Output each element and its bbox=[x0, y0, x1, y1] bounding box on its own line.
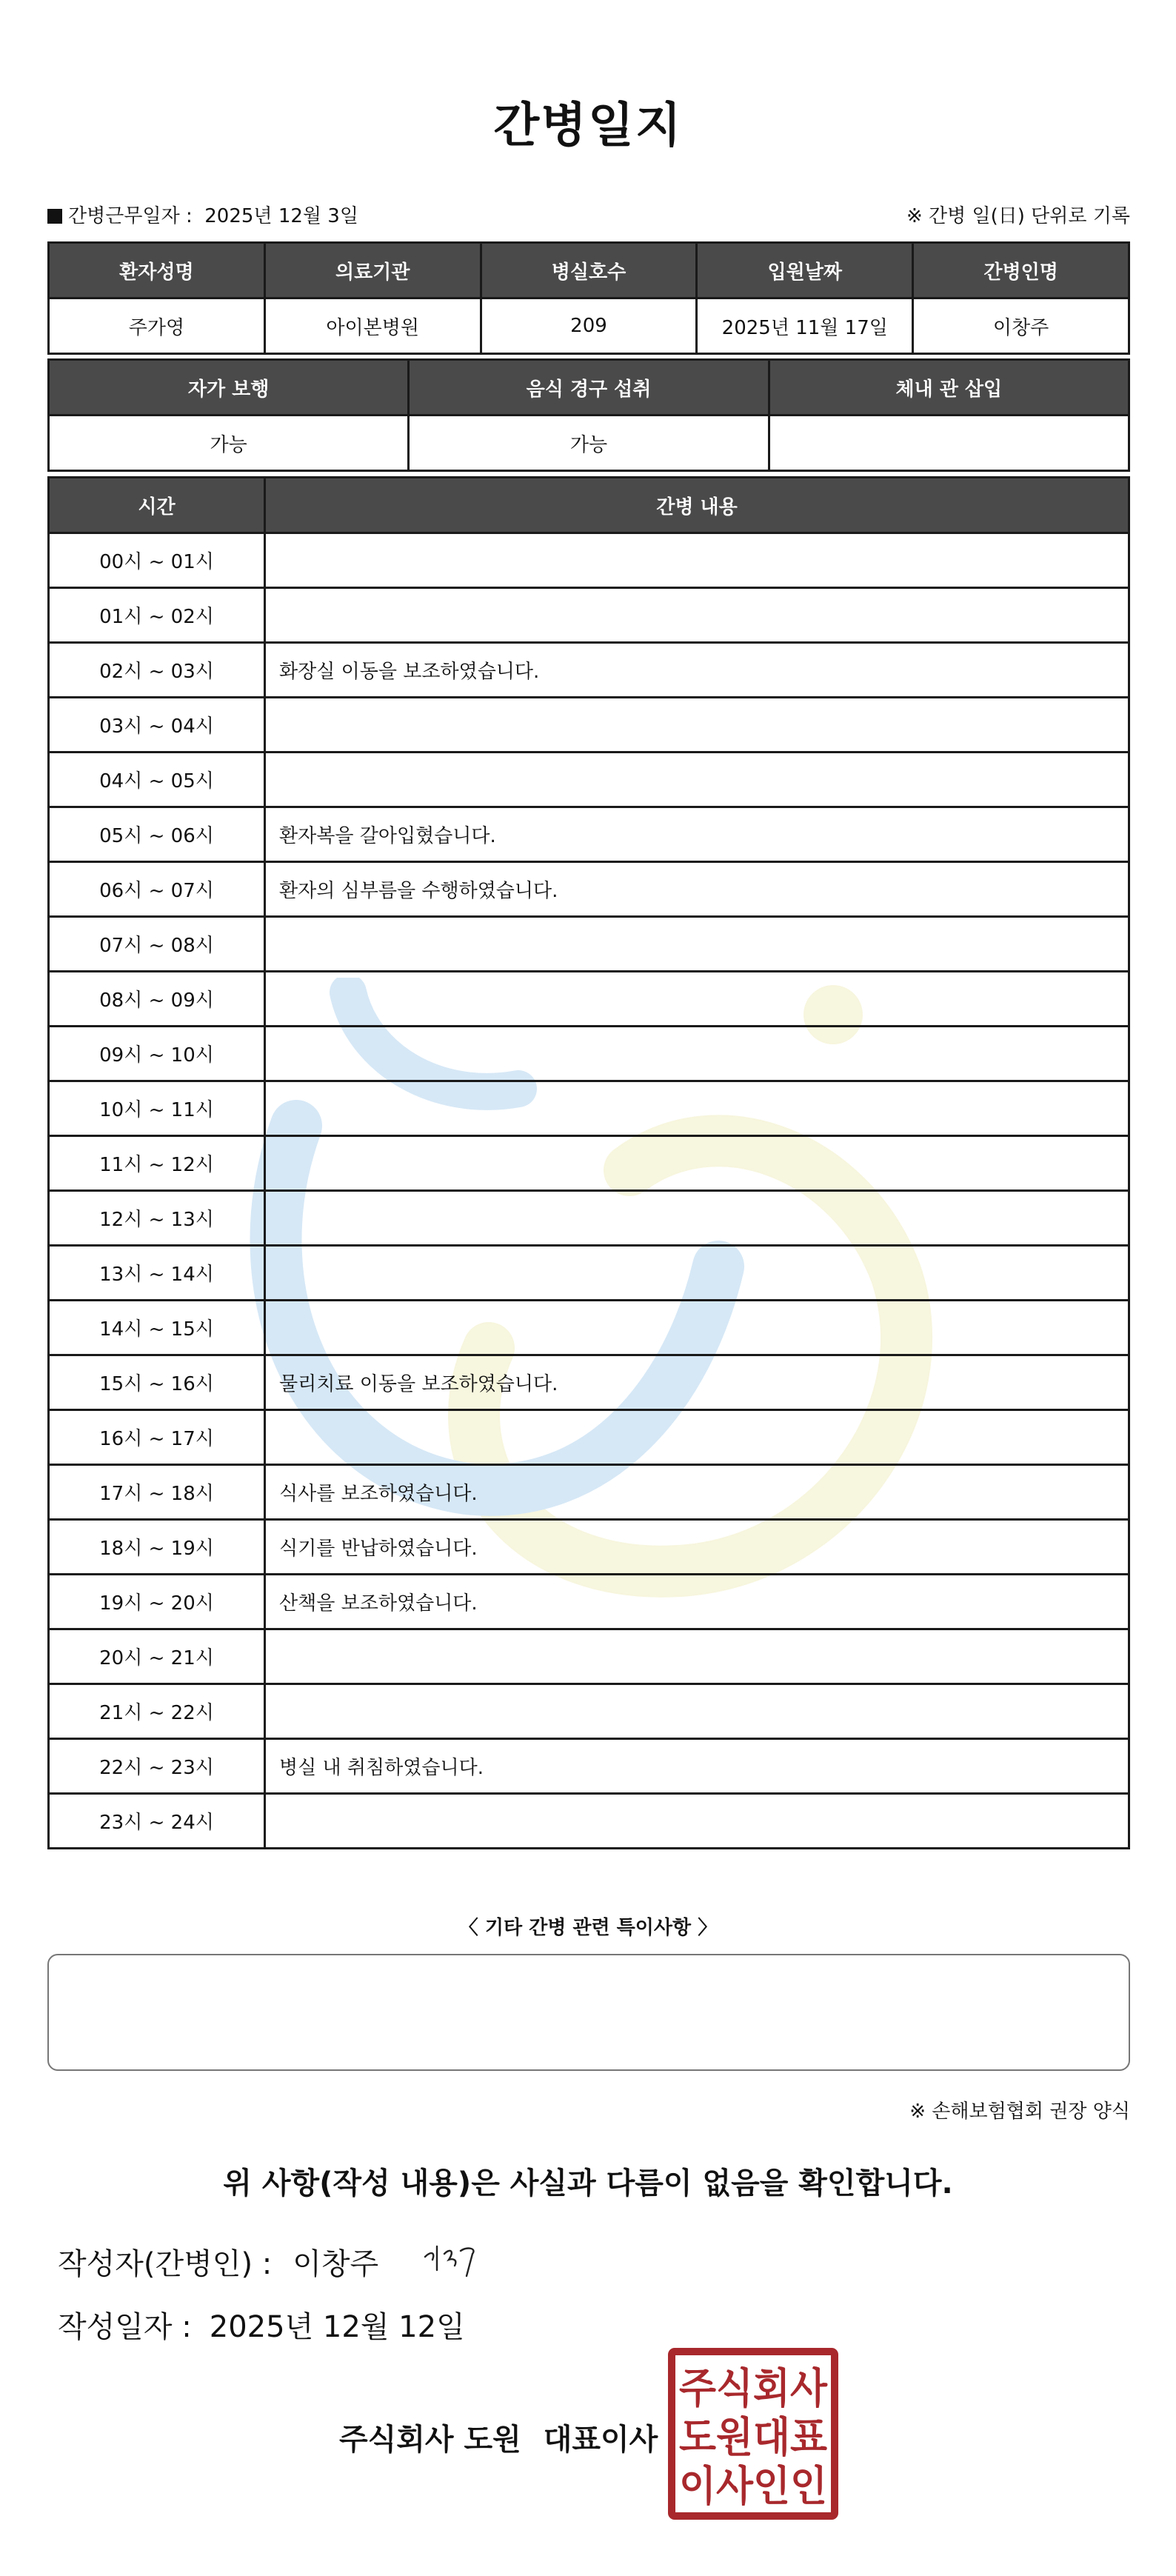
work-date-label: 간병근무일자 : bbox=[68, 205, 193, 227]
header-hospital: 의료기관 bbox=[264, 243, 481, 298]
time-slot: 22시 ~ 23시 bbox=[49, 1739, 265, 1794]
table-row bbox=[49, 1355, 1129, 1410]
written-date-value: 2025년 12월 12일 bbox=[209, 2310, 465, 2344]
square-bullet-icon bbox=[47, 209, 62, 224]
table-row bbox=[49, 1794, 1129, 1849]
unit-note: ※ 간병 일(日) 단위로 기록 bbox=[906, 205, 1130, 227]
time-slot: 10시 ~ 11시 bbox=[49, 1081, 265, 1136]
care-content[interactable] bbox=[265, 1136, 1129, 1191]
care-content[interactable]: 환자복을 갈아입혔습니다. bbox=[265, 807, 1129, 862]
header-admission-date: 입원날짜 bbox=[697, 243, 913, 298]
table-row bbox=[49, 862, 1129, 917]
oral-intake-value: 가능 bbox=[409, 416, 769, 471]
table-row bbox=[49, 1410, 1129, 1465]
written-date-label: 작성일자 : bbox=[58, 2310, 192, 2344]
header-care-content: 간병 내용 bbox=[265, 478, 1129, 533]
care-content[interactable] bbox=[265, 1301, 1129, 1355]
table-row bbox=[49, 753, 1129, 807]
care-content[interactable] bbox=[265, 1410, 1129, 1465]
care-content[interactable] bbox=[265, 753, 1129, 807]
time-slot: 04시 ~ 05시 bbox=[49, 753, 265, 807]
header-caregiver: 간병인명 bbox=[913, 243, 1129, 298]
care-content[interactable] bbox=[265, 1629, 1129, 1684]
svg-text:이사인인: 이사인인 bbox=[679, 2463, 827, 2511]
time-slot: 00시 ~ 01시 bbox=[49, 533, 265, 588]
table-row bbox=[49, 917, 1129, 972]
table-row bbox=[49, 1684, 1129, 1739]
time-slot: 02시 ~ 03시 bbox=[49, 643, 265, 698]
header-tube-insertion: 체내 관 삽입 bbox=[769, 360, 1129, 416]
header-self-walking: 자가 보행 bbox=[49, 360, 409, 416]
care-content[interactable]: 물리치료 이동을 보조하였습니다. bbox=[265, 1355, 1129, 1410]
caregiver-name: 이창주 bbox=[913, 298, 1129, 354]
time-slot: 06시 ~ 07시 bbox=[49, 862, 265, 917]
time-slot: 11시 ~ 12시 bbox=[49, 1136, 265, 1191]
company-name: 주식회사 도원 bbox=[339, 2423, 521, 2457]
time-slot: 17시 ~ 18시 bbox=[49, 1465, 265, 1520]
care-content[interactable] bbox=[265, 1684, 1129, 1739]
time-slot: 23시 ~ 24시 bbox=[49, 1794, 265, 1849]
patient-name: 주가영 bbox=[49, 298, 265, 354]
recommend-note: ※ 손해보험협회 권장 양식 bbox=[909, 2100, 1130, 2123]
notes-title: 〈 기타 간병 관련 특이사항 〉 bbox=[458, 1917, 718, 1939]
table-row bbox=[49, 1520, 1129, 1575]
svg-text:도원대표: 도원대표 bbox=[679, 2414, 827, 2462]
admission-date: 2025년 11월 17일 bbox=[697, 298, 913, 354]
table-row bbox=[49, 972, 1129, 1027]
time-slot: 05시 ~ 06시 bbox=[49, 807, 265, 862]
confirmation-statement: 위 사항(작성 내용)은 사실과 다름이 없음을 확인합니다. bbox=[223, 2166, 953, 2200]
time-slot: 13시 ~ 14시 bbox=[49, 1246, 265, 1301]
work-date-value: 2025년 12월 3일 bbox=[204, 205, 358, 227]
company-title: 대표이사 bbox=[543, 2423, 658, 2457]
care-content[interactable] bbox=[265, 533, 1129, 588]
care-content[interactable] bbox=[265, 698, 1129, 753]
care-content[interactable] bbox=[265, 1246, 1129, 1301]
table-row bbox=[49, 1081, 1129, 1136]
time-slot: 19시 ~ 20시 bbox=[49, 1575, 265, 1629]
written-date-line bbox=[58, 2303, 465, 2346]
patient-status-table bbox=[47, 358, 1130, 472]
care-content[interactable] bbox=[265, 972, 1129, 1027]
table-row bbox=[49, 807, 1129, 862]
hospital-name: 아이본병원 bbox=[264, 298, 481, 354]
writer-label: 작성자(간병인) : bbox=[58, 2247, 273, 2281]
table-row bbox=[49, 1191, 1129, 1246]
patient-info-table bbox=[47, 241, 1130, 355]
care-content[interactable]: 환자의 심부름을 수행하였습니다. bbox=[265, 862, 1129, 917]
meta-row bbox=[47, 196, 1130, 229]
writer-line bbox=[58, 2240, 378, 2283]
header-time: 시간 bbox=[49, 478, 265, 533]
time-slot: 20시 ~ 21시 bbox=[49, 1629, 265, 1684]
svg-text:주식회사: 주식회사 bbox=[679, 2365, 828, 2413]
table-row bbox=[49, 1246, 1129, 1301]
care-content[interactable] bbox=[265, 1027, 1129, 1081]
room-number: 209 bbox=[481, 298, 697, 354]
header-patient-name: 환자성명 bbox=[49, 243, 265, 298]
writer-name: 이창주 bbox=[293, 2247, 379, 2281]
handwritten-signature bbox=[421, 2240, 502, 2282]
time-slot: 16시 ~ 17시 bbox=[49, 1410, 265, 1465]
table-row bbox=[49, 533, 1129, 588]
care-content[interactable] bbox=[265, 1794, 1129, 1849]
work-date bbox=[47, 201, 358, 228]
header-oral-intake: 음식 경구 섭취 bbox=[409, 360, 769, 416]
self-walking-value: 가능 bbox=[49, 416, 409, 471]
table-row bbox=[49, 588, 1129, 643]
company-seal bbox=[668, 2348, 838, 2520]
time-slot: 07시 ~ 08시 bbox=[49, 917, 265, 972]
time-slot: 15시 ~ 16시 bbox=[49, 1355, 265, 1410]
table-row bbox=[49, 1465, 1129, 1520]
care-log-table bbox=[47, 476, 1130, 1849]
page-title: 간병일지 bbox=[493, 99, 683, 153]
care-content[interactable]: 식사를 보조하였습니다. bbox=[265, 1465, 1129, 1520]
table-row bbox=[49, 1575, 1129, 1629]
header-room: 병실호수 bbox=[481, 243, 697, 298]
table-row bbox=[49, 698, 1129, 753]
care-content[interactable]: 식기를 반납하였습니다. bbox=[265, 1520, 1129, 1575]
time-slot: 18시 ~ 19시 bbox=[49, 1520, 265, 1575]
care-content[interactable] bbox=[265, 1081, 1129, 1136]
table-row bbox=[49, 1629, 1129, 1684]
table-row bbox=[49, 1027, 1129, 1081]
care-content[interactable]: 화장실 이동을 보조하였습니다. bbox=[265, 643, 1129, 698]
care-content[interactable] bbox=[265, 1191, 1129, 1246]
table-row bbox=[49, 1301, 1129, 1355]
care-content[interactable]: 산책을 보조하였습니다. bbox=[265, 1575, 1129, 1629]
table-row bbox=[49, 643, 1129, 698]
care-content[interactable] bbox=[265, 917, 1129, 972]
time-slot: 08시 ~ 09시 bbox=[49, 972, 265, 1027]
tube-insertion-value bbox=[769, 416, 1129, 471]
table-row bbox=[49, 1136, 1129, 1191]
time-slot: 01시 ~ 02시 bbox=[49, 588, 265, 643]
care-content[interactable]: 병실 내 취침하였습니다. bbox=[265, 1739, 1129, 1794]
care-content[interactable] bbox=[265, 588, 1129, 643]
time-slot: 21시 ~ 22시 bbox=[49, 1684, 265, 1739]
company-line bbox=[339, 2416, 658, 2458]
notes-box[interactable] bbox=[47, 1954, 1130, 2071]
time-slot: 03시 ~ 04시 bbox=[49, 698, 265, 753]
table-row bbox=[49, 1739, 1129, 1794]
time-slot: 14시 ~ 15시 bbox=[49, 1301, 265, 1355]
time-slot: 09시 ~ 10시 bbox=[49, 1027, 265, 1081]
time-slot: 12시 ~ 13시 bbox=[49, 1191, 265, 1246]
